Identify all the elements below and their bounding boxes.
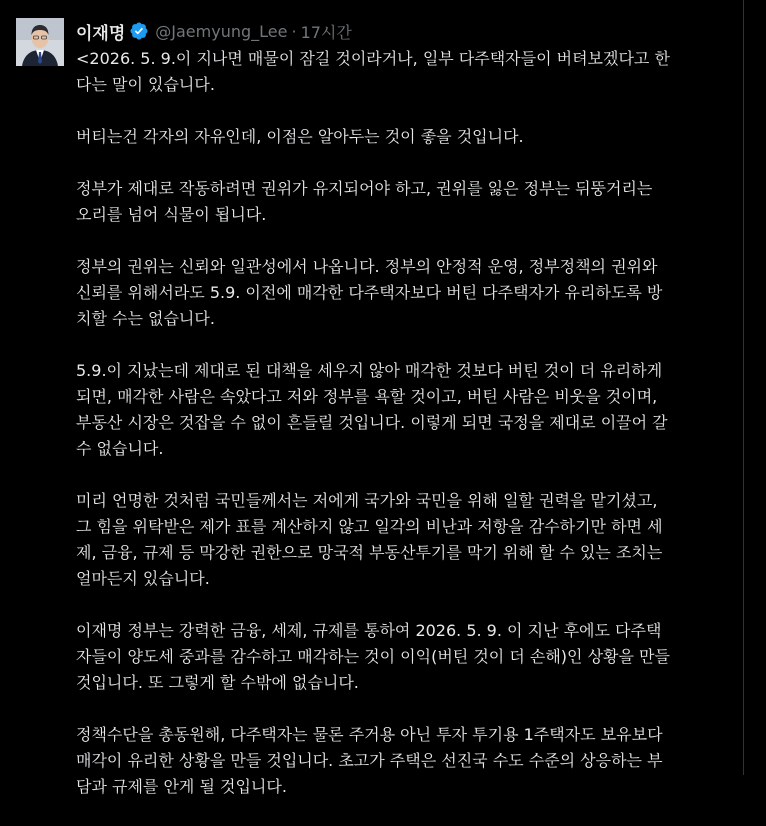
tweet-text-line: 되면, 매각한 사람은 속았다고 저와 정부를 욕할 것이고, 버틴 사람은 비웃을 것이며, [76,387,658,406]
tweet-text-line: 부동산 시장은 것잡을 수 없이 흔들릴 것입니다. 이렇게 되면 국정을 제대로 이끌어 갈 [76,413,668,432]
author-handle[interactable]: @Jaemyung_Lee [155,21,288,41]
tweet-text-line: 5.9.이 지났는데 제대로 된 대책을 세우지 않아 매각한 것보다 버틴 것이 더 유리하게 [76,361,663,380]
tweet-paragraph [76,176,736,228]
tweet-text-line: 담과 규제를 안게 될 것입니다. [76,777,287,796]
tweet-text-line: 신뢰를 위해서라도 5.9. 이전에 매각한 다주택자보다 버틴 다주택자가 유리하도록 방 [76,283,663,302]
tweet-paragraph [76,124,736,150]
tweet-timestamp[interactable]: 17시간 [300,22,352,42]
tweet-text-line: 제, 금융, 규제 등 막강한 권한으로 망국적 부동산투기를 막기 위해 할 수 있는 조치는 [76,543,663,562]
tweet-text-line: 얼마든지 있습니다. [76,569,210,588]
separator-dot: · [291,21,297,41]
avatar[interactable] [16,18,64,66]
tweet-text-line: 자들이 양도세 중과를 감수하고 매각하는 것이 이익(버틴 것이 더 손해)인 상황을 만들 [76,647,670,666]
tweet-text-line: 정책수단을 총동원해, 다주택자는 물론 주거용 아닌 투자 투기용 1주택자도 보유보다 [76,725,663,744]
tweet-text-line: 미리 언명한 것처럼 국민들께서는 저에게 국가와 국민을 위해 일할 권력을 맡기셨고, [76,491,658,510]
tweet-text-line: 버티는건 각자의 자유인데, 이점은 알아두는 것이 좋을 것입니다. [76,127,524,146]
author-display-name[interactable]: 이재명 [76,23,126,44]
tweet-text-line: 것입니다. 또 그렇게 할 수밖에 없습니다. [76,673,359,692]
tweet-text-line: 그 힘을 위탁받은 제가 표를 계산하지 않고 일각의 비난과 저항을 감수하기만 하면 세 [76,517,663,536]
tweet-paragraph [76,358,736,462]
tweet-text-line: 치할 수는 없습니다. [76,309,215,328]
tweet-text-line: 매각이 유리한 상황을 만들 것입니다. 초고가 주택은 선진국 수도 수준의 상응하는 부 [76,751,663,770]
tweet-header [76,18,352,44]
tweet-paragraph [76,46,736,98]
verified-badge-icon [129,21,149,41]
tweet-text-line: 정부의 권위는 신뢰와 일관성에서 나옵니다. 정부의 안정적 운영, 정부정책의 권위와 [76,257,658,276]
profile-photo [16,18,64,66]
tweet-paragraph [76,254,736,332]
tweet-text-line: <2026. 5. 9.이 지나면 매물이 잠길 것이라거나, 일부 다주택자들이 버텨보겠다고 한 [76,49,670,68]
tweet-paragraph [76,618,736,696]
tweet-text-line: 이재명 정부는 강력한 금융, 세제, 규제를 통하여 2026. 5. 9. 이 지난 후에도 다주택 [76,621,662,640]
tweet-text-line: 수 없습니다. [76,439,164,458]
tweet-text-line: 오리를 넘어 식물이 됩니다. [76,205,267,224]
tweet-paragraph [76,488,736,592]
column-divider [743,0,744,775]
tweet-text-line: 정부가 제대로 작동하려면 권위가 유지되어야 하고, 권위를 잃은 정부는 뒤뚱거리는 [76,179,653,198]
tweet-text [76,46,736,826]
tweet-text-line: 다는 말이 있습니다. [76,75,215,94]
tweet-paragraph [76,722,736,800]
